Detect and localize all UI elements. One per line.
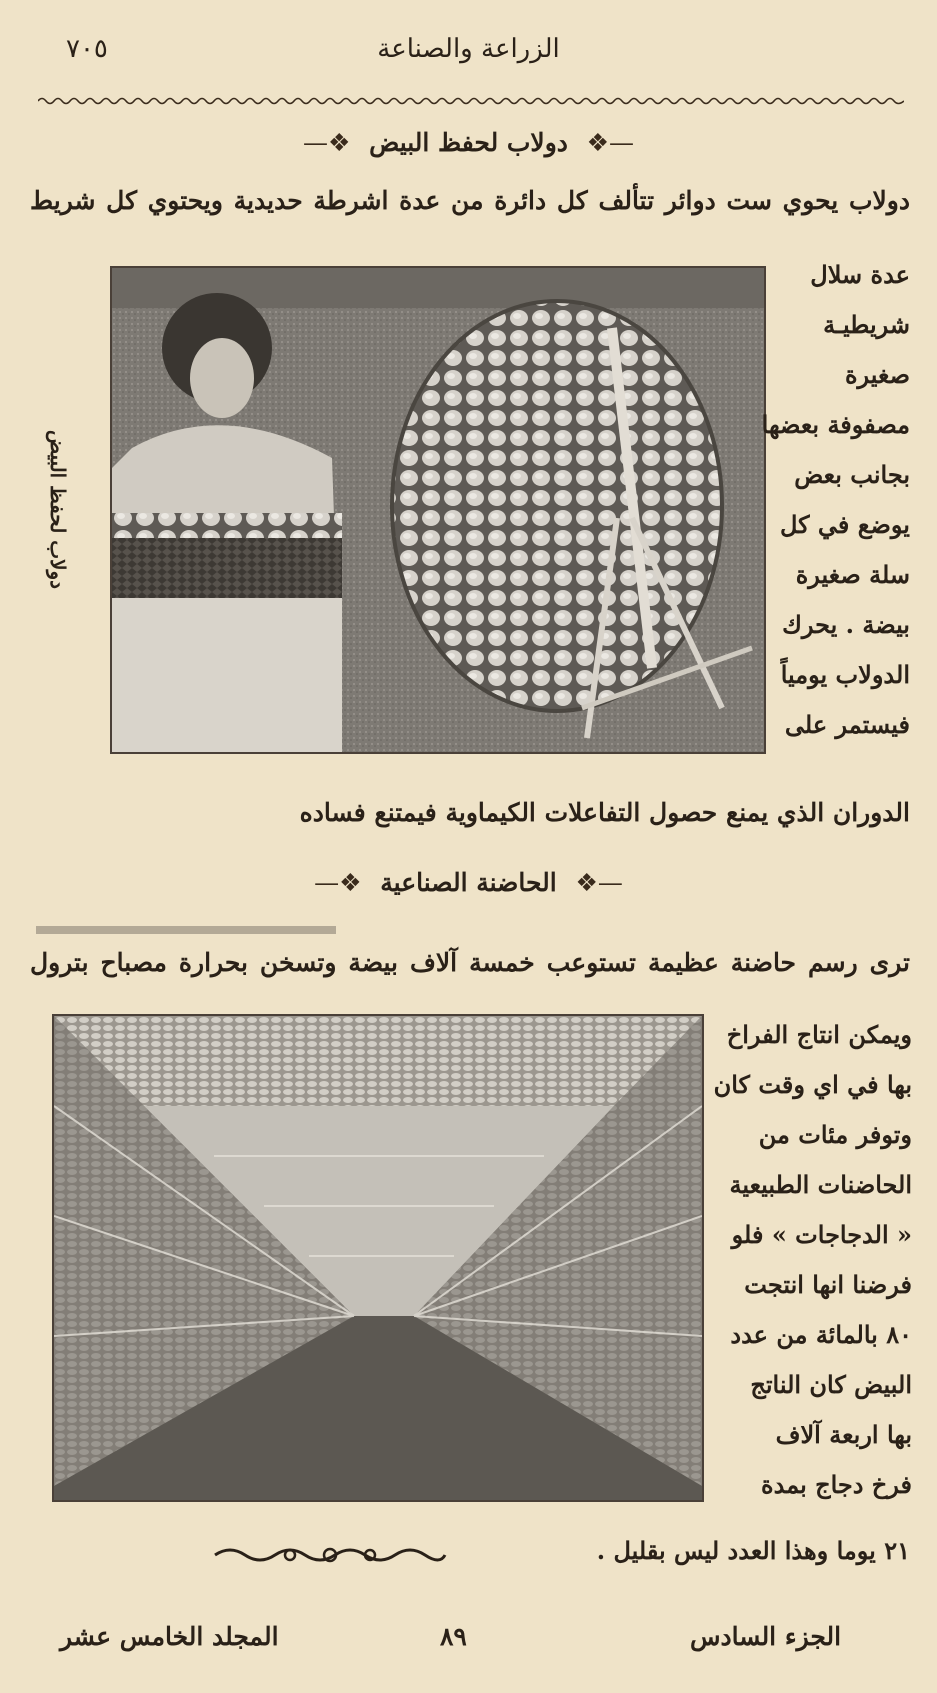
text-line: « الدجاجات » فلو (731, 1220, 912, 1249)
text-line: يوضع في كل (779, 510, 910, 539)
print-smudge-bar (36, 922, 336, 936)
text-line: ويمكن انتاج الفراخ (726, 1020, 912, 1049)
text-line: سلة صغيرة (795, 560, 910, 589)
egg-wheel-photo (110, 266, 766, 754)
text-line: فيستمر على (784, 710, 910, 739)
section1-side-column (761, 250, 910, 750)
section1-last-line: الدوران الذي يمنع حصول التفاعلات الكيماوية فيمتنع فساده (299, 798, 910, 827)
text-line: بجانب بعض (794, 460, 910, 489)
text-line: مصفوفة بعضها (761, 410, 910, 439)
photo-caption-vertical: دولاب لحفظ البيض (46, 430, 70, 590)
text-line: عدة سلال (810, 260, 910, 289)
text-line: وتوفر مئات من (758, 1120, 912, 1149)
section2-first-line: ترى رسم حاضنة عظيمة تستوعب خمسة آلاف بيضة وتسخن بحرارة مصباح بترول (30, 948, 910, 977)
header-wavy-rule (38, 96, 904, 106)
egg-wheel-illustration (112, 268, 764, 752)
ornament-icon: ❖— (302, 128, 351, 157)
text-line: بيضة . يحرك (782, 610, 910, 639)
page-number: ٧٠٥ (66, 34, 108, 64)
text-line: ٨٠ بالمائة من عدد (730, 1320, 912, 1349)
text-line: شريطيـة (823, 310, 910, 339)
text-line: فرخ دجاج بمدة (761, 1470, 912, 1499)
footer-page-number: ٨٩ (440, 1622, 467, 1651)
section2-side-column (706, 1010, 912, 1510)
text-line: فرضنا انها انتجت (744, 1270, 912, 1299)
text-line: صغيرة (844, 360, 910, 389)
incubator-photo (52, 1014, 704, 1502)
text-line: البيض كان الناتج (750, 1370, 912, 1399)
section1-first-line: دولاب يحوي ست دوائر تتألف كل دائرة من عدة اشرطة حديدية ويحتوي كل شريط (30, 186, 910, 215)
footer-part: الجزء السادس (690, 1622, 842, 1651)
text-line: بها في اي وقت كان (713, 1070, 912, 1099)
closing-flourish-ornament (210, 1540, 450, 1570)
incubator-illustration (54, 1016, 702, 1500)
footer-volume: المجلد الخامس عشر (60, 1622, 279, 1651)
ornament-icon: —❖ (586, 128, 635, 157)
ornament-icon: —❖ (575, 868, 623, 897)
section-title-incubator: —❖ الحاضنة الصناعية ❖— (314, 868, 623, 897)
running-header-title: الزراعة والصناعة (377, 34, 560, 64)
ornament-icon: ❖— (314, 868, 362, 897)
section-title-egg-wheel: —❖ دولاب لحفظ البيض ❖— (302, 128, 635, 157)
text-line: الحاضنات الطبيعية (729, 1170, 912, 1199)
text-line: بها اربعة آلاف (775, 1420, 912, 1449)
section2-last-line: ٢١ يوما وهذا العدد ليس بقليل . (596, 1536, 910, 1565)
text-line: الدولاب يومياً (780, 660, 910, 689)
